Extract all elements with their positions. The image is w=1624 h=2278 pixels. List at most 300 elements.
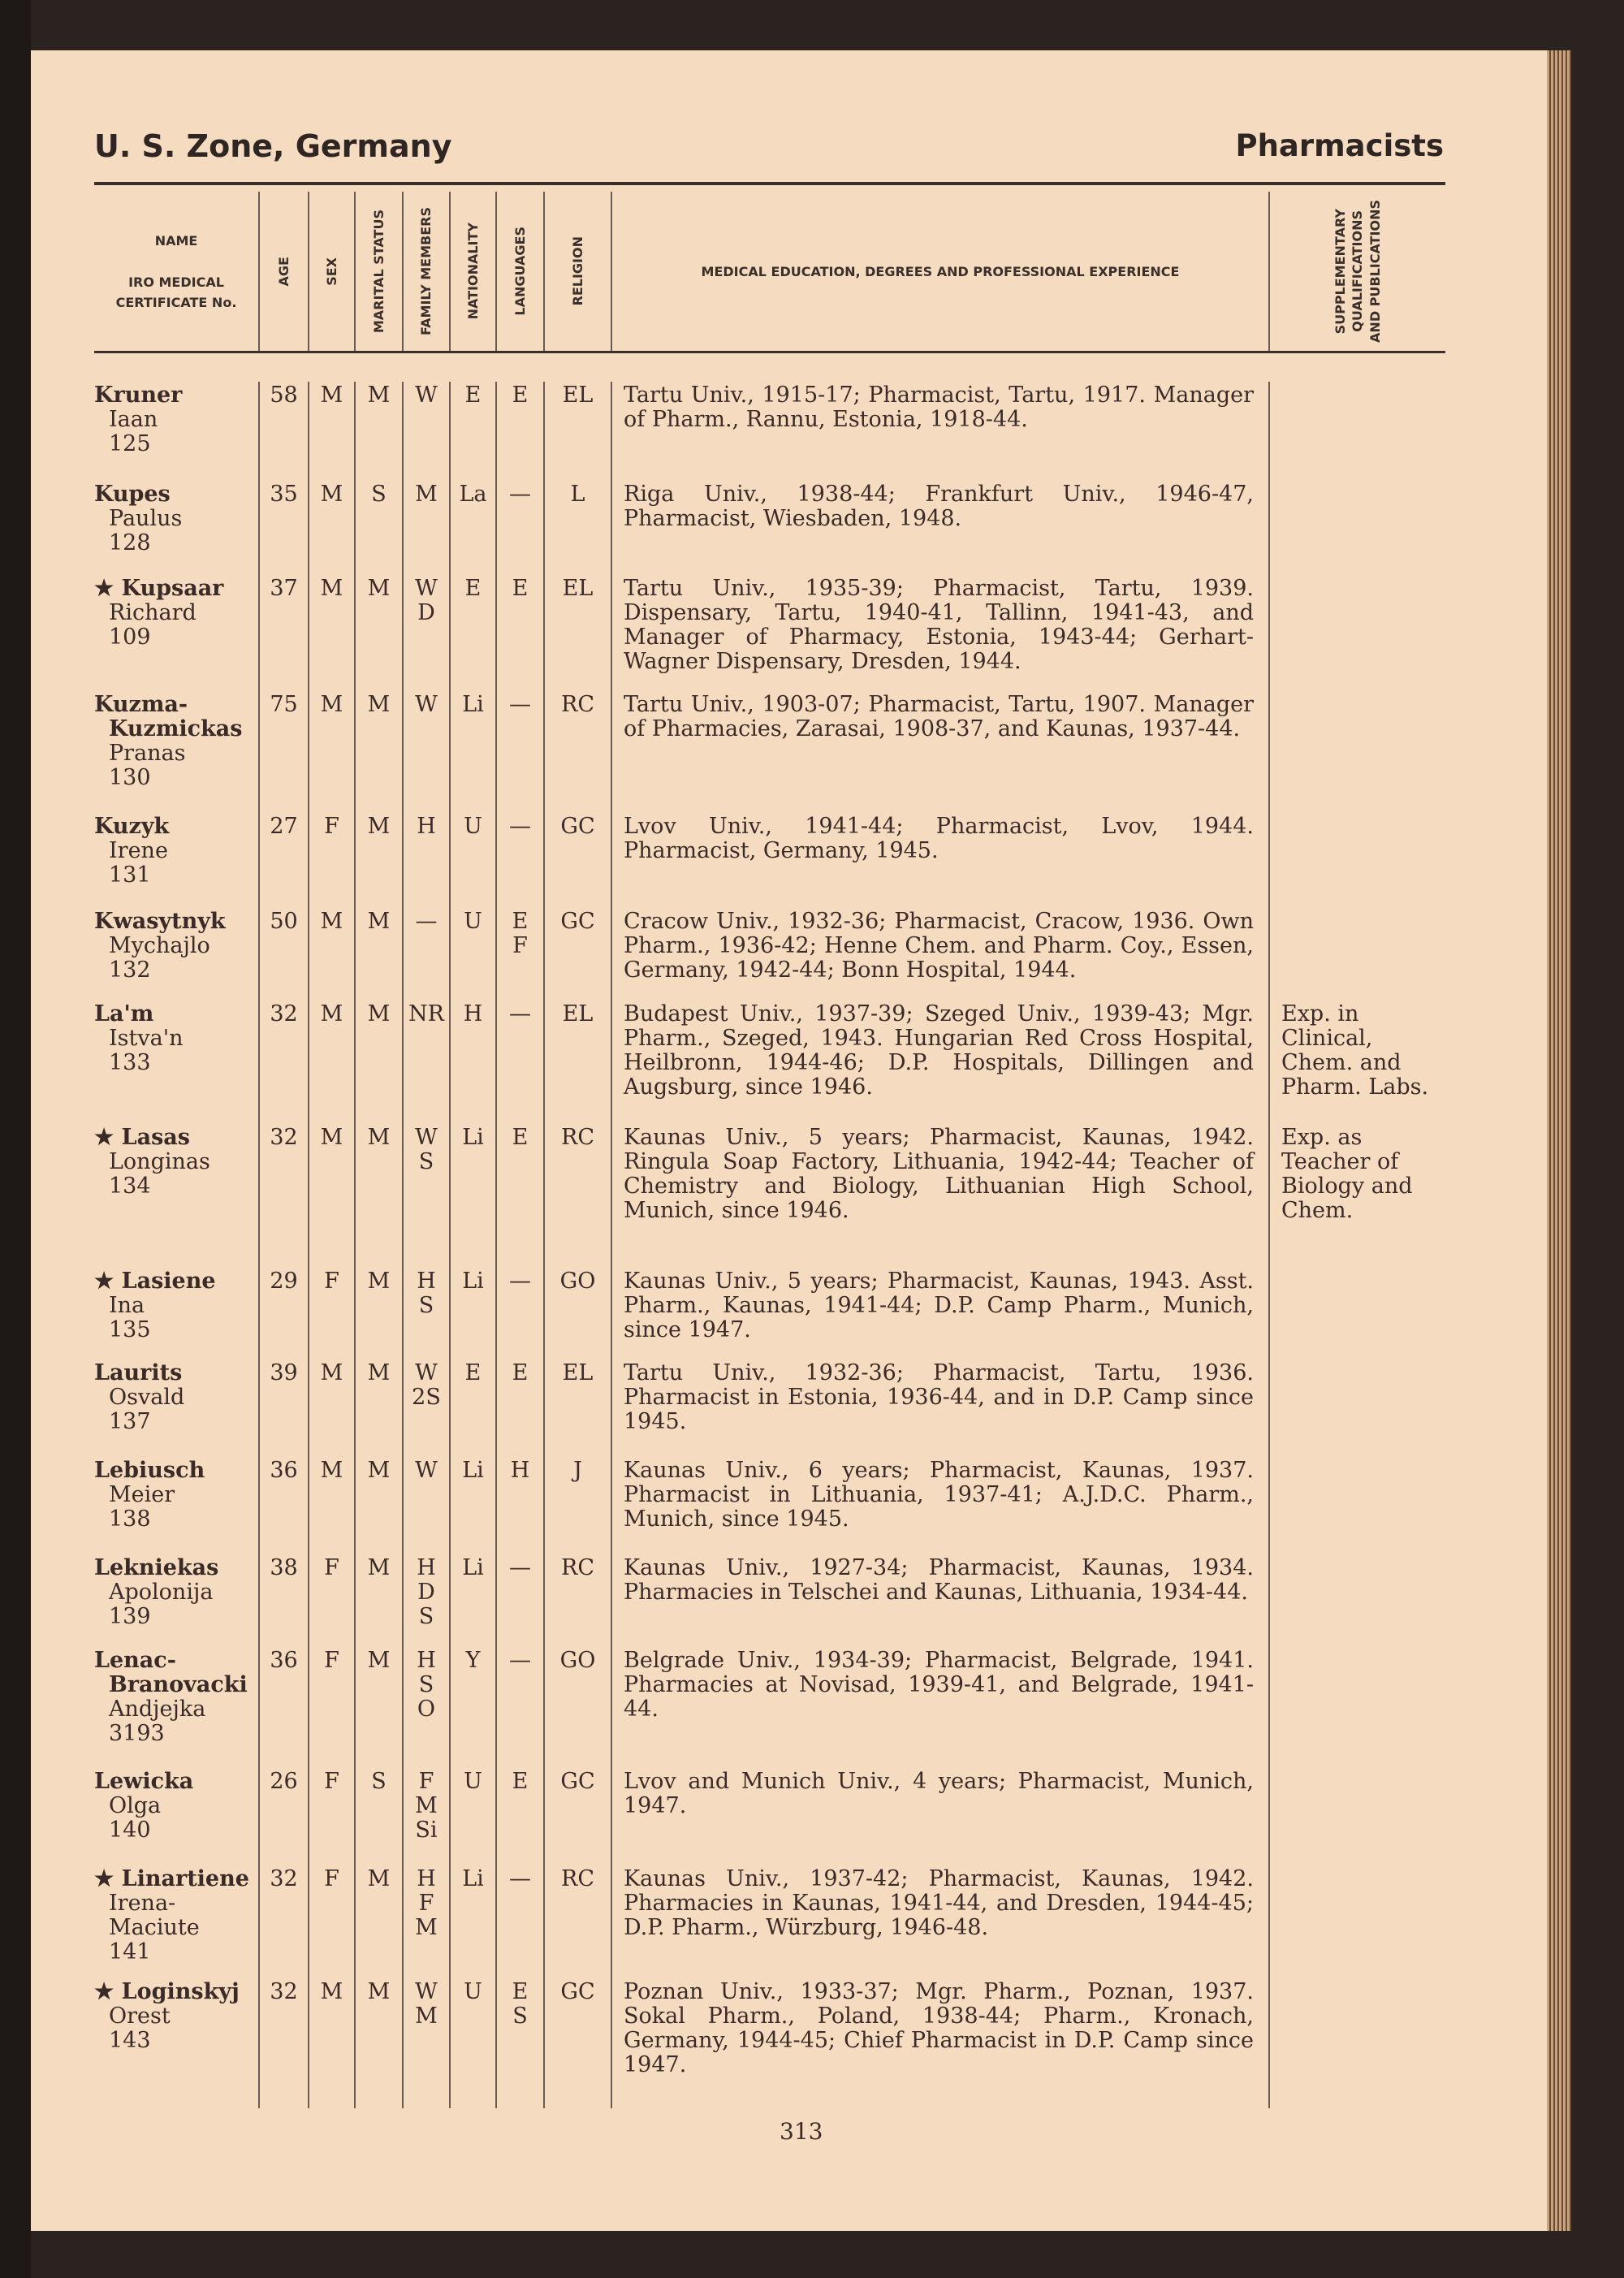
nationality-cell: La (449, 481, 495, 575)
star-icon: ★ (94, 1125, 122, 1150)
languages-cell (495, 1554, 543, 1647)
age-cell: 35 (258, 481, 308, 575)
header-rule (94, 182, 1445, 185)
language: E (512, 909, 529, 934)
languages-cell (495, 1001, 543, 1124)
family-member: F (418, 1891, 434, 1916)
family-cell (402, 1865, 449, 1978)
supplementary-cell (1268, 481, 1445, 575)
religion-cell: GC (543, 1768, 611, 1865)
religion-cell: RC (543, 691, 611, 813)
family-member: W (415, 692, 438, 717)
column-headers (94, 192, 1445, 353)
medical-experience: Tartu Univ., 1915-17; Pharmacist, Tartu, 1917. Manager of Pharm., Rannu, Estonia, 1918-44. (611, 382, 1268, 481)
star-icon: ★ (94, 1979, 122, 2004)
family-cell (402, 1124, 449, 1268)
language: — (509, 1001, 531, 1027)
nationality-cell: H (449, 1001, 495, 1124)
age-cell: 39 (258, 1359, 308, 1457)
table-row (94, 1124, 1445, 1268)
marital-cell: M (354, 1268, 402, 1359)
family-member: 2S (412, 1385, 441, 1410)
age-cell: 26 (258, 1768, 308, 1865)
language: — (509, 482, 531, 507)
language: E (512, 1769, 529, 1794)
marital-cell: M (354, 691, 402, 813)
supplementary-cell: Exp. in Clinical, Chem. and Pharm. Labs. (1268, 1001, 1445, 1124)
sex-cell: M (308, 1457, 354, 1554)
nationality-cell: Li (449, 1457, 495, 1554)
religion-cell: GC (543, 1978, 611, 2108)
supplementary-cell (1268, 1768, 1445, 1865)
table-row (94, 481, 1445, 575)
surname (94, 383, 258, 408)
sex-cell: M (308, 691, 354, 813)
given-name: Richard (109, 600, 197, 625)
religion-cell: EL (543, 575, 611, 691)
sex-cell: F (308, 813, 354, 908)
language: E (512, 1979, 529, 2004)
language: — (509, 1866, 531, 1891)
certificate-number: 128 (109, 530, 151, 555)
marital-cell: M (354, 575, 402, 691)
sex-cell: F (308, 1865, 354, 1978)
marital-cell: M (354, 1124, 402, 1268)
table-row (94, 813, 1445, 908)
surname-text: Lenac- (94, 1648, 176, 1673)
col-languages: LANGUAGES (495, 192, 543, 351)
religion-cell: EL (543, 1001, 611, 1124)
running-header-left: U. S. Zone, Germany (94, 128, 452, 164)
religion-cell: RC (543, 1124, 611, 1268)
family-member: D (417, 600, 435, 625)
languages-cell (495, 691, 543, 813)
supplementary-cell (1268, 1359, 1445, 1457)
certificate-number: 140 (109, 1818, 151, 1843)
family-member: NR (408, 1001, 444, 1027)
name-cell (94, 1001, 258, 1124)
marital-cell: M (354, 382, 402, 481)
language: H (510, 1458, 530, 1483)
sex-cell: M (308, 1978, 354, 2108)
col-religion: RELIGION (543, 192, 611, 351)
page-edges (1547, 50, 1571, 2231)
surname-text: Kruner (94, 383, 183, 408)
age-cell: 75 (258, 691, 308, 813)
table-row (94, 1001, 1445, 1124)
name-cell (94, 1647, 258, 1768)
languages-cell (495, 575, 543, 691)
name-cell (94, 1268, 258, 1359)
medical-experience: Kaunas Univ., 1937-42; Pharmacist, Kaunas, 1942. Pharmacies in Kaunas, 1941-44, and Dresden, 1944-45; D.P. Pharm., Würzburg, 1946-48. (611, 1865, 1268, 1978)
table-row (94, 1647, 1445, 1768)
sex-cell: M (308, 481, 354, 575)
given-name: Andjejka (109, 1697, 206, 1722)
supplementary-cell (1268, 1554, 1445, 1647)
surname-text: Kuzmickas (109, 716, 243, 741)
marital-cell: M (354, 1647, 402, 1768)
name-cell (94, 813, 258, 908)
language: — (509, 1269, 531, 1294)
table-row (94, 575, 1445, 691)
marital-cell: M (354, 1359, 402, 1457)
family-cell (402, 382, 449, 481)
marital-cell: S (354, 481, 402, 575)
family-cell (402, 1978, 449, 2108)
marital-cell: M (354, 813, 402, 908)
name-cell (94, 481, 258, 575)
certificate-number: 3193 (109, 1721, 165, 1746)
medical-experience: Kaunas Univ., 6 years; Pharmacist, Kaunas, 1937. Pharmacist in Lithuania, 1937-41; A.J.D.C. Pharm., Munich, since 1945. (611, 1457, 1268, 1554)
certificate-number: 131 (109, 862, 151, 888)
medical-experience: Poznan Univ., 1933-37; Mgr. Pharm., Poznan, 1937. Sokal Pharm., Poland, 1938-44; Pharm., Kronach, Germany, 1944-45; Chief Pharmacist in D.P. Camp since 1947. (611, 1978, 1268, 2108)
languages-cell (495, 1978, 543, 2108)
medical-experience: Lvov Univ., 1941-44; Pharmacist, Lvov, 1944. Pharmacist, Germany, 1945. (611, 813, 1268, 908)
given-name: Ina (109, 1293, 145, 1318)
family-cell (402, 1001, 449, 1124)
nationality-cell: U (449, 908, 495, 1001)
age-cell: 32 (258, 1001, 308, 1124)
certificate-number: 125 (109, 431, 151, 456)
certificate-number: 133 (109, 1050, 151, 1075)
family-member: W (415, 383, 438, 408)
col-sex: SEX (308, 192, 354, 351)
certificate-number: 109 (109, 625, 151, 650)
surname-text: Lasiene (121, 1269, 216, 1294)
religion-cell: GO (543, 1647, 611, 1768)
family-cell (402, 1359, 449, 1457)
supplementary-cell: Exp. as Teacher of Biology and Chem. (1268, 1124, 1445, 1268)
given-name: Mychajlo (109, 933, 210, 958)
col-medical: MEDICAL EDUCATION, DEGREES AND PROFESSIONAL EXPERIENCE (611, 192, 1268, 351)
family-member: — (415, 909, 438, 934)
supplementary-cell (1268, 1268, 1445, 1359)
age-cell: 38 (258, 1554, 308, 1647)
name-cell (94, 382, 258, 481)
surname (94, 482, 258, 507)
language: — (509, 1555, 531, 1580)
family-member: W (415, 1979, 438, 2004)
surname-text: Kuzyk (94, 814, 170, 839)
name-cell (94, 1554, 258, 1647)
marital-cell: M (354, 1001, 402, 1124)
languages-cell (495, 908, 543, 1001)
family-member: H (417, 1866, 436, 1891)
supplementary-cell (1268, 575, 1445, 691)
given-name: Paulus (109, 506, 183, 531)
family-member: F (418, 1769, 434, 1794)
sex-cell: F (308, 1647, 354, 1768)
given-name: Orest (109, 2004, 171, 2029)
medical-experience: Budapest Univ., 1937-39; Szeged Univ., 1939-43; Mgr. Pharm., Szeged, 1943. Hungarian Red Cross Hospital, Heilbronn, 1944-46; D.P. Hospitals, Dillingen and Augsburg, since 1946. (611, 1001, 1268, 1124)
language: F (512, 933, 528, 958)
name-cell (94, 1865, 258, 1978)
religion-cell: RC (543, 1865, 611, 1978)
family-member: S (418, 1604, 434, 1629)
surname (94, 1649, 258, 1673)
col-marital: MARITAL STATUS (354, 192, 402, 351)
surname-text: Lekniekas (94, 1555, 219, 1580)
name-cell (94, 1768, 258, 1865)
language: — (509, 814, 531, 839)
sex-cell: M (308, 382, 354, 481)
table-row (94, 1457, 1445, 1554)
name-cell (94, 575, 258, 691)
col-supplementary: SUPPLEMENTARY QUALIFICATIONS AND PUBLICATIONS (1268, 192, 1445, 351)
nationality-cell: U (449, 1768, 495, 1865)
given-name: Apolonija (109, 1580, 214, 1605)
name-cell (94, 691, 258, 813)
given-name: Pranas (109, 741, 186, 766)
star-icon: ★ (94, 1866, 122, 1891)
medical-experience: Tartu Univ., 1935-39; Pharmacist, Tartu, 1939. Dispensary, Tartu, 1940-41, Tallinn, 1941-43, and Manager of Pharmacy, Estonia, 1943-44; Gerhart-Wagner Dispensary, Dresden, 1944. (611, 575, 1268, 691)
languages-cell (495, 481, 543, 575)
language: S (512, 2004, 528, 2029)
age-cell: 37 (258, 575, 308, 691)
family-member: H (417, 1269, 436, 1294)
book-gutter (0, 0, 31, 2278)
medical-experience: Kaunas Univ., 5 years; Pharmacist, Kaunas, 1943. Asst. Pharm., Kaunas, 1941-44; D.P. Camp Pharm., Munich, since 1947. (611, 1268, 1268, 1359)
running-header-right: Pharmacists (1235, 128, 1444, 163)
surname (94, 577, 258, 601)
languages-cell (495, 813, 543, 908)
surname (94, 1980, 258, 2004)
table-row (94, 1768, 1445, 1865)
sex-cell: F (308, 1768, 354, 1865)
certificate-number: 130 (109, 765, 151, 790)
nationality-cell: Y (449, 1647, 495, 1768)
name-cell (94, 1124, 258, 1268)
religion-cell: GC (543, 813, 611, 908)
given-name: Meier (109, 1482, 175, 1507)
surname (94, 1126, 258, 1150)
nationality-cell: E (449, 1359, 495, 1457)
family-member: H (417, 1648, 436, 1673)
medical-experience: Cracow Univ., 1932-36; Pharmacist, Cracow, 1936. Own Pharm., 1936-42; Henne Chem. and Pharm. Coy., Essen, Germany, 1942-44; Bonn Hospital, 1944. (611, 908, 1268, 1001)
marital-cell: S (354, 1768, 402, 1865)
nationality-cell: Li (449, 1124, 495, 1268)
table-row (94, 1268, 1445, 1359)
certificate-number: 132 (109, 957, 151, 983)
religion-cell: EL (543, 1359, 611, 1457)
sex-cell: M (308, 908, 354, 1001)
surname-text: Kwasytnyk (94, 909, 226, 934)
family-member: M (415, 1793, 438, 1818)
given-name: Osvald (109, 1385, 185, 1410)
given-name: Olga (109, 1793, 162, 1818)
given-name: Irene (109, 838, 168, 863)
certificate-number: 138 (109, 1506, 151, 1532)
surname (94, 717, 258, 741)
age-cell: 29 (258, 1268, 308, 1359)
family-cell (402, 691, 449, 813)
religion-cell: J (543, 1457, 611, 1554)
marital-cell: M (354, 908, 402, 1001)
languages-cell (495, 1647, 543, 1768)
age-cell: 32 (258, 1978, 308, 2108)
medical-experience: Belgrade Univ., 1934-39; Pharmacist, Belgrade, 1941. Pharmacies at Novisad, 1939-41, and Belgrade, 1941-44. (611, 1647, 1268, 1768)
certificate-number: 137 (109, 1409, 151, 1434)
surname-text: La'm (94, 1001, 154, 1027)
surname (94, 1556, 258, 1580)
family-member: Si (415, 1818, 438, 1843)
language: E (512, 576, 529, 601)
family-member: S (418, 1149, 434, 1174)
nationality-cell: Li (449, 1268, 495, 1359)
family-cell (402, 1457, 449, 1554)
supplementary-cell (1268, 1647, 1445, 1768)
name-cell (94, 1978, 258, 2108)
religion-cell: GC (543, 908, 611, 1001)
medical-experience: Riga Univ., 1938-44; Frankfurt Univ., 1946-47, Pharmacist, Wiesbaden, 1948. (611, 481, 1268, 575)
surname (94, 1673, 258, 1697)
surname (94, 1361, 258, 1385)
marital-cell: M (354, 1554, 402, 1647)
nationality-cell: Li (449, 691, 495, 813)
languages-cell (495, 1124, 543, 1268)
surname (94, 1867, 258, 1891)
religion-cell: L (543, 481, 611, 575)
given-name: Iaan (109, 407, 158, 432)
age-cell: 27 (258, 813, 308, 908)
family-cell (402, 1554, 449, 1647)
surname (94, 1269, 258, 1294)
col-age: AGE (258, 192, 308, 351)
age-cell: 50 (258, 908, 308, 1001)
surname-text: Branovacki (109, 1672, 248, 1697)
sex-cell: F (308, 1554, 354, 1647)
languages-cell (495, 1865, 543, 1978)
marital-cell: M (354, 1865, 402, 1978)
supplementary-cell (1268, 1865, 1445, 1978)
nationality-cell: E (449, 575, 495, 691)
certificate-number: 135 (109, 1317, 151, 1342)
medical-experience: Tartu Univ., 1903-07; Pharmacist, Tartu, 1907. Manager of Pharmacies, Zarasai, 1908-37, and Kaunas, 1937-44. (611, 691, 1268, 813)
surname (94, 910, 258, 934)
sex-cell: M (308, 1359, 354, 1457)
name-cell (94, 908, 258, 1001)
star-icon: ★ (94, 576, 122, 601)
surname (94, 693, 258, 717)
surname-text: Loginskyj (121, 1979, 240, 2004)
surname (94, 1002, 258, 1027)
table-row (94, 691, 1445, 813)
medical-experience: Tartu Univ., 1932-36; Pharmacist, Tartu, 1936. Pharmacist in Estonia, 1936-44, and in D.P. Camp since 1945. (611, 1359, 1268, 1457)
nationality-cell: Li (449, 1554, 495, 1647)
name-cell (94, 1359, 258, 1457)
age-cell: 36 (258, 1647, 308, 1768)
family-member: S (418, 1672, 434, 1697)
certificate-number: 143 (109, 2028, 151, 2053)
family-member: M (415, 1915, 438, 1940)
surname-text: Kupes (94, 482, 171, 507)
surname-text: Lebiusch (94, 1458, 205, 1483)
supplementary-cell (1268, 691, 1445, 813)
family-member: D (417, 1580, 435, 1605)
sex-cell: M (308, 1001, 354, 1124)
marital-cell: M (354, 1457, 402, 1554)
age-cell: 36 (258, 1457, 308, 1554)
family-cell (402, 481, 449, 575)
surname-text: Laurits (94, 1360, 183, 1385)
surname (94, 1459, 258, 1483)
certificate-number: 134 (109, 1174, 151, 1199)
surname-text: Lasas (121, 1125, 190, 1150)
family-member: S (418, 1293, 434, 1318)
col-family: FAMILY MEMBERS (402, 192, 449, 351)
surname (94, 1770, 258, 1794)
sex-cell: F (308, 1268, 354, 1359)
family-cell (402, 1768, 449, 1865)
supplementary-cell (1268, 908, 1445, 1001)
supplementary-cell (1268, 813, 1445, 908)
pharmacist-table (94, 382, 1445, 2108)
languages-cell (495, 1268, 543, 1359)
family-cell (402, 575, 449, 691)
table-row (94, 1865, 1445, 1978)
given-name: Irena- (109, 1891, 176, 1916)
languages-cell (495, 382, 543, 481)
language: E (512, 383, 529, 408)
sex-cell: M (308, 575, 354, 691)
col-name: NAME IRO MEDICAL CERTIFICATE No. (115, 232, 237, 310)
table-row (94, 908, 1445, 1001)
age-cell: 32 (258, 1124, 308, 1268)
nationality-cell: E (449, 382, 495, 481)
supplementary-cell (1268, 1978, 1445, 2108)
family-member: M (415, 482, 438, 507)
given-name: Maciute (109, 1915, 200, 1940)
family-member: W (415, 1125, 438, 1150)
table-row (94, 1978, 1445, 2108)
marital-cell: M (354, 1978, 402, 2108)
nationality-cell: Li (449, 1865, 495, 1978)
family-member: W (415, 1360, 438, 1385)
sex-cell: M (308, 1124, 354, 1268)
family-cell (402, 1268, 449, 1359)
languages-cell (495, 1457, 543, 1554)
religion-cell: EL (543, 382, 611, 481)
language: E (512, 1125, 529, 1150)
supplementary-cell (1268, 382, 1445, 481)
supplementary-cell (1268, 1457, 1445, 1554)
certificate-number: 141 (109, 1939, 151, 1965)
table-row (94, 1554, 1445, 1647)
family-cell (402, 1647, 449, 1768)
family-member: H (417, 814, 436, 839)
religion-cell: RC (543, 1554, 611, 1647)
religion-cell: GO (543, 1268, 611, 1359)
family-cell (402, 813, 449, 908)
medical-experience: Kaunas Univ., 1927-34; Pharmacist, Kaunas, 1934. Pharmacies in Telschei and Kaunas, Lithuania, 1934-44. (611, 1554, 1268, 1647)
surname (94, 815, 258, 839)
languages-cell (495, 1359, 543, 1457)
family-member: W (415, 576, 438, 601)
surname-text: Linartiene (121, 1866, 249, 1891)
col-nationality: NATIONALITY (449, 192, 495, 351)
given-name: Istva'n (109, 1026, 184, 1051)
surname-text: Lewicka (94, 1769, 194, 1794)
language: — (509, 1648, 531, 1673)
surname-text: Kuzma- (94, 692, 188, 717)
table-row (94, 382, 1445, 481)
languages-cell (495, 1768, 543, 1865)
family-member: M (415, 2004, 438, 2029)
given-name: Longinas (109, 1149, 210, 1174)
language: E (512, 1360, 529, 1385)
surname-text: Kupsaar (121, 576, 224, 601)
certificate-number: 139 (109, 1604, 151, 1629)
